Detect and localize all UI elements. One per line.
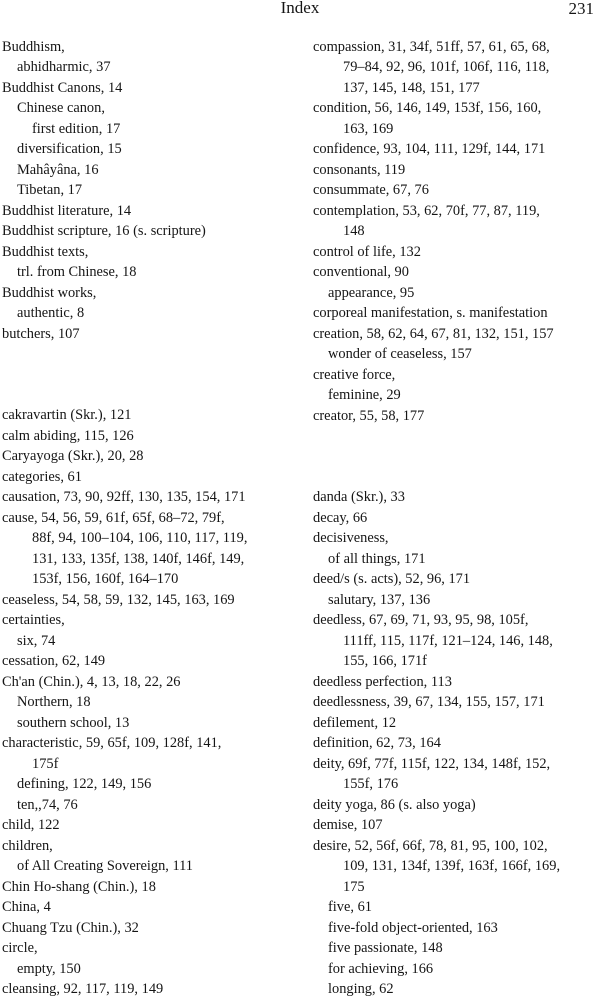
index-entry: cessation, 62, 149 <box>2 653 106 669</box>
index-subentry: 131, 133, 135f, 138, 140f, 146f, 149, <box>32 551 245 567</box>
index-subentry: Tibetan, 17 <box>17 182 83 198</box>
index-entry: child, 122 <box>2 817 60 833</box>
index-subentry: Mahâyâna, 16 <box>17 162 99 178</box>
index-subentry: first edition, 17 <box>32 121 121 137</box>
index-subentry: 175f <box>32 756 59 772</box>
index-entry: decisiveness, <box>313 530 389 546</box>
index-entry: danda (Skr.), 33 <box>313 489 405 505</box>
index-subentry: 153f, 156, 160f, 164–170 <box>32 571 179 587</box>
index-subentry: salutary, 137, 136 <box>328 592 431 608</box>
index-entry: ceaseless, 54, 58, 59, 132, 145, 163, 169 <box>2 592 235 608</box>
index-entry: categories, 61 <box>2 469 82 485</box>
index-subentry: 155f, 176 <box>343 776 399 792</box>
index-entry: Chin Ho-shang (Chin.), 18 <box>2 879 156 895</box>
index-entry: creation, 58, 62, 64, 67, 81, 132, 151, 157 <box>313 326 554 342</box>
index-subentry: 148 <box>343 223 365 239</box>
index-subentry: five-fold object-oriented, 163 <box>328 920 498 936</box>
index-entry: Buddhist works, <box>2 285 97 301</box>
index-subentry: Chinese canon, <box>17 100 105 116</box>
index-entry: Caryayoga (Skr.), 20, 28 <box>2 448 144 464</box>
index-subentry: 155, 166, 171f <box>343 653 427 669</box>
index-entry: condition, 56, 146, 149, 153f, 156, 160, <box>313 100 542 116</box>
index-subentry: abhidharmic, 37 <box>17 59 111 75</box>
index-entry: deedless, 67, 69, 71, 93, 95, 98, 105f, <box>313 612 529 628</box>
page-number: 231 <box>568 0 594 18</box>
index-entry: Buddhist texts, <box>2 244 89 260</box>
index-entry: deedlessness, 39, 67, 134, 155, 157, 171 <box>313 694 545 710</box>
index-entry: desire, 52, 56f, 66f, 78, 81, 95, 100, 102, <box>313 838 548 854</box>
index-subentry: five, 61 <box>328 899 372 915</box>
index-subentry: authentic, 8 <box>17 305 85 321</box>
index-subentry: Northern, 18 <box>17 694 91 710</box>
index-subentry: for achieving, 166 <box>328 961 434 977</box>
index-entry: Buddhism, <box>2 39 65 55</box>
index-entry: Ch'an (Chin.), 4, 13, 18, 22, 26 <box>2 674 181 690</box>
index-entry: creative force, <box>313 367 396 383</box>
index-entry: causation, 73, 90, 92ff, 130, 135, 154, 171 <box>2 489 246 505</box>
index-entry: deed/s (s. acts), 52, 96, 171 <box>313 571 471 587</box>
index-entry: definition, 62, 73, 164 <box>313 735 441 751</box>
index-entry: conventional, 90 <box>313 264 409 280</box>
index-entry: Buddhist literature, 14 <box>2 203 132 219</box>
index-subentry: 175 <box>343 879 365 895</box>
index-entry: certainties, <box>2 612 65 628</box>
index-entry: Buddhist scripture, 16 (s. scripture) <box>2 223 206 239</box>
index-entry: calm abiding, 115, 126 <box>2 428 134 444</box>
index-subentry: of All Creating Sovereign, 111 <box>17 858 193 874</box>
index-entry: cleansing, 92, 117, 119, 149 <box>2 981 164 997</box>
index-subentry: diversification, 15 <box>17 141 122 157</box>
index-entry: China, 4 <box>2 899 51 915</box>
index-subentry: 88f, 94, 100–104, 106, 110, 117, 119, <box>32 530 248 546</box>
index-subentry: 79–84, 92, 96, 101f, 106f, 116, 118, <box>343 59 550 75</box>
index-entry: Chuang Tzu (Chin.), 32 <box>2 920 139 936</box>
index-subentry: 137, 145, 148, 151, 177 <box>343 80 480 96</box>
page-title: Index <box>280 0 320 17</box>
index-entry: contemplation, 53, 62, 70f, 77, 87, 119, <box>313 203 540 219</box>
index-subentry: southern school, 13 <box>17 715 130 731</box>
index-subentry: five passionate, 148 <box>328 940 443 956</box>
index-subentry: feminine, 29 <box>328 387 401 403</box>
index-subentry: six, 74 <box>17 633 56 649</box>
index-entry: corporeal manifestation, s. manifestation <box>313 305 548 321</box>
index-subentry: trl. from Chinese, 18 <box>17 264 137 280</box>
index-entry: control of life, 132 <box>313 244 421 260</box>
index-subentry: 163, 169 <box>343 121 394 137</box>
index-subentry: defining, 122, 149, 156 <box>17 776 152 792</box>
index-entry: butchers, 107 <box>2 326 80 342</box>
index-entry: deity, 69f, 77f, 115f, 122, 134, 148f, 152, <box>313 756 551 772</box>
index-subentry: longing, 62 <box>328 981 394 997</box>
index-entry: demise, 107 <box>313 817 383 833</box>
index-subentry: wonder of ceaseless, 157 <box>328 346 472 362</box>
index-entry: compassion, 31, 34f, 51ff, 57, 61, 65, 68, <box>313 39 550 55</box>
index-entry: creator, 55, 58, 177 <box>313 408 425 424</box>
index-entry: consonants, 119 <box>313 162 406 178</box>
index-entry: decay, 66 <box>313 510 368 526</box>
index-subentry: 111ff, 115, 117f, 121–124, 146, 148, <box>343 633 553 649</box>
index-entry: deity yoga, 86 (s. also yoga) <box>313 797 476 813</box>
index-entry: defilement, 12 <box>313 715 397 731</box>
index-subentry: empty, 150 <box>17 961 81 977</box>
page-header <box>0 0 600 26</box>
index-entry: consummate, 67, 76 <box>313 182 429 198</box>
index-entry: cause, 54, 56, 59, 61f, 65f, 68–72, 79f, <box>2 510 225 526</box>
index-entry: characteristic, 59, 65f, 109, 128f, 141, <box>2 735 222 751</box>
index-subentry: 109, 131, 134f, 139f, 163f, 166f, 169, <box>343 858 561 874</box>
index-entry: children, <box>2 838 53 854</box>
index-subentry: ten,,74, 76 <box>17 797 78 813</box>
index-subentry: appearance, 95 <box>328 285 415 301</box>
index-entry: Buddhist Canons, 14 <box>2 80 123 96</box>
index-entry: deedless perfection, 113 <box>313 674 452 690</box>
index-entry: circle, <box>2 940 38 956</box>
index-subentry: of all things, 171 <box>328 551 426 567</box>
index-entry: confidence, 93, 104, 111, 129f, 144, 171 <box>313 141 546 157</box>
index-entry: cakravartin (Skr.), 121 <box>2 407 132 423</box>
